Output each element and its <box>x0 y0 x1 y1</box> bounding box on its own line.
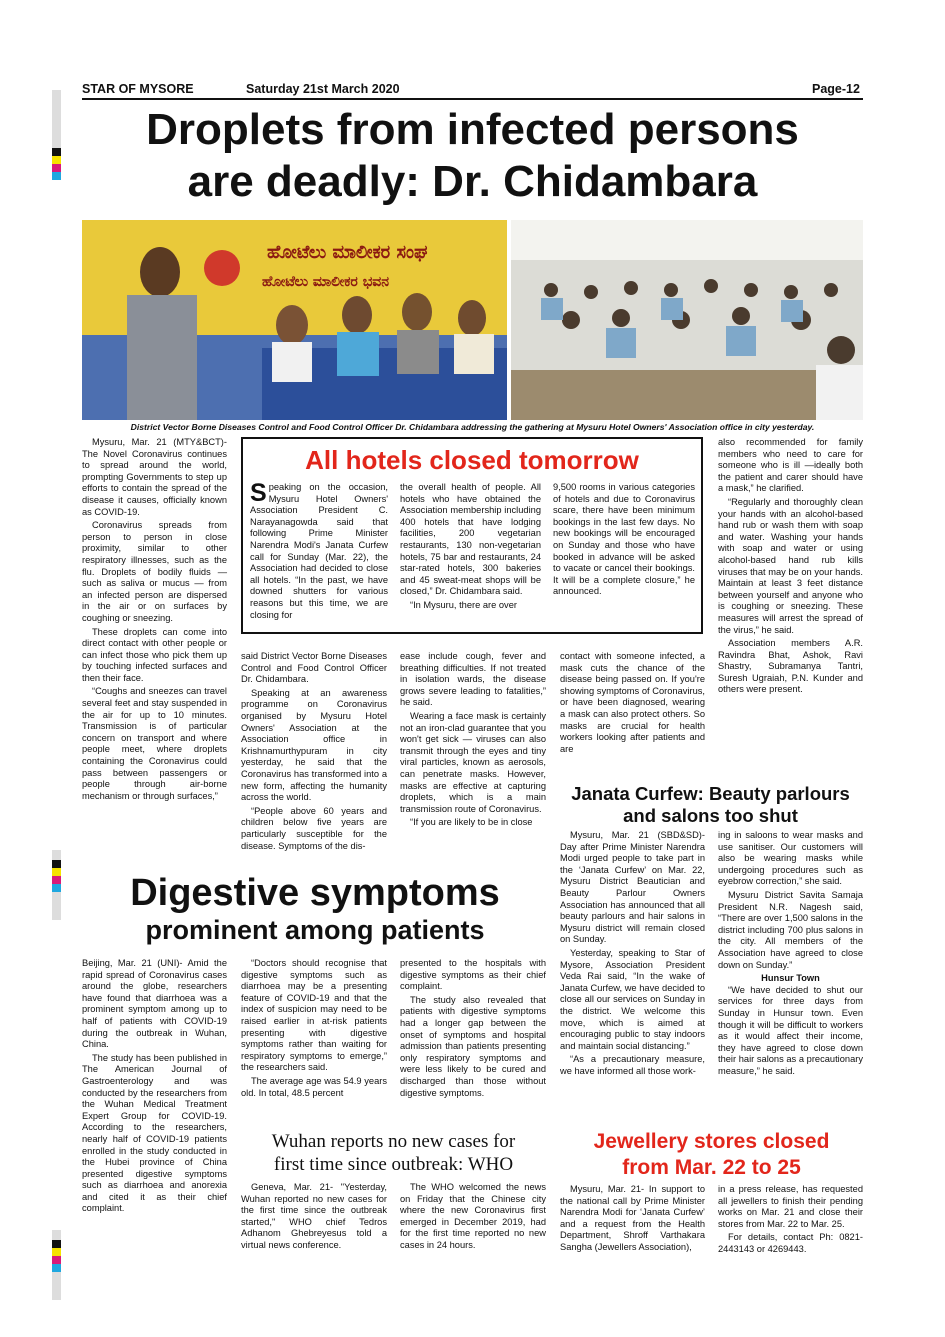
hotels-col3: 9,500 rooms in various categories of hotels and due to Coronavirus scare, there have been minimum bookings in the last few days. No new bookings will be encouraged on Sunday and those who have booked in advance will be asked to vacate or cancel their bookings. It will be a complete closure,” he announced. <box>553 482 695 597</box>
jewellery-col1: Mysuru, Mar. 21- In support to the national call by Prime Minister Narendra Modi for ‘Janata Curfew’ and a request from the Health Department, Shroff Varthakara Sangha (Jewellers Association), <box>560 1184 705 1252</box>
color-marks <box>52 1240 61 1272</box>
photo-caption: District Vector Borne Diseases Control and Food Control Officer Dr. Chidambara addressing the gathering at Mysuru Hotel Owners' Association office in city yesterday. <box>130 422 815 432</box>
main-story-col1: Mysuru, Mar. 21 (MTY&BCT)- The Novel Coronavirus continues to spread around the world, prompting Governments to step up efforts to contain the spread of the disease it causes, officially known as COVID-19. Coronavirus spreads from person to person in close proximity, similar to other respiratory illnesses, such as the flu. Droplets of bodily fluids — such as saliva or mucus — from an infected person are dispersed in the air or on surfaces by coughing or sneezing. These droplets can come into direct contact with other people or can infect those who pick them up by touching infected surfaces and then their face. “Coughs and sneezes can travel several feet and stay suspended in the air for up to 10 minutes. Transmission is of particular concern on transport and where people meet, where droplets containing the Coronavirus could pass between passengers or people through air-borne mechanism or through surfaces,” <box>82 437 227 801</box>
paper-name: STAR OF MYSORE <box>82 82 194 96</box>
color-marks <box>52 148 61 180</box>
digestive-col3: presented to the hospitals with digestive symptoms as their chief complaint. The study also revealed that patients with digestive symptoms had a longer gap between the onset of symptoms and hospital admission than patients presenting only respiratory symptoms and were less likely to be cured and discharged than those without digestive symptoms. <box>400 958 546 1098</box>
wuhan-col2: The WHO welcomed the news on Friday that the Chinese city where the new Coronavirus first emerged in December 2019, had for the first time reported no new cases in 24 hours. <box>400 1182 546 1250</box>
banner-text-1: ಹೋಟೆಲು ಮಾಲೀಕರ ಸಂಘ <box>267 242 428 263</box>
photo-audience <box>511 220 863 420</box>
jewellery-headline: Jewellery stores closed from Mar. 22 to 25 <box>593 1130 830 1179</box>
hotels-headline: All hotels closed tomorrow <box>305 445 639 475</box>
main-story-col2: said District Vector Borne Diseases Control and Food Control Officer Dr. Chidambara. Speaking at an awareness programme on Coronavirus organised by Mysuru Hotel Owners' Association at the Association office in Krishnamurthypuram in city yesterday, he said that the Coronavirus has transformed into a new form, affecting the humanity across the world. “People above 60 years and children below five years are particularly susceptible for the disease. Symptoms of the dis- <box>241 651 387 851</box>
janata-subhead: Hunsur Town <box>761 973 820 984</box>
header-rule <box>82 98 863 100</box>
page-number: Page-12 <box>812 82 860 96</box>
main-story-col3: ease include cough, fever and breathing difficulties. If not treated in isolation wards, the disease grows severe leading to fatalities,” he said. Wearing a face mask is certainly not an iron-clad guarantee that you won't get sick — viruses can also transmit through the eyes and tiny viral particles, known as aerosols, can penetrate masks. However, masks are effective at capturing droplets, which is a main transmission route of Coronavirus. “If you are likely to be in close <box>400 651 546 828</box>
wuhan-headline: Wuhan reports no new cases for first time since outbreak: WHO <box>271 1131 516 1175</box>
digestive-col1: Beijing, Mar. 21 (UNI)- Amid the rapid spread of Coronavirus cases around the globe, researchers have found that diarrhoea was a prominent symptom among up to half of patients with COVID-19 during the outbreak in Wuhan, China. The study has been published in The American Journal of Gastroenterology and was conducted by the researchers from the Wuhan Medical Treatment Expert Group for COVID-19. According to the researchers, nearly half of COVID-19 patients enrolled in the study conducted in the Hubei province of China presented digestive symptoms such as diarrhoea and anorexia and cited it as their chief complaint. <box>82 958 227 1214</box>
digestive-col2: “Doctors should recognise that digestive symptoms such as diarrhoea may be a presenting feature of COVID-19 and that the index of suspicion may need to be raised earlier in at-risk patients presenting with digestive symptoms rather than waiting for respiratory symptoms to emerge,” the researchers said. The average age was 54.9 years old. In total, 48.5 percent <box>241 958 387 1098</box>
dropcap: S <box>250 479 267 507</box>
color-marks <box>52 860 61 892</box>
main-headline: Droplets from infected persons are deadly: Dr. Chidambara <box>146 105 799 206</box>
hotels-col2: the overall health of people. All hotels who have obtained the Association membership including 400 hotels that have lodging facilities, 200 vegetarian restaurants, 130 non-vegetarian hotels, 75 bar and restaurants, 24 star-rated hotels, 300 bakeries and 45 sweat-meat shops will be closed,” Dr. Chidambara said. “In Mysuru, there are over <box>400 482 541 610</box>
wuhan-col1: Geneva, Mar. 21- "Yesterday, Wuhan reported no new cases for the first time since the outbreak started," WHO chief Tedros Adhanom Ghebreyesus told a virtual news conference. <box>241 1182 387 1250</box>
banner-text-2: ಹೋಟೆಲು ಮಾಲೀಕರ ಭವನ <box>262 274 390 290</box>
main-story-col4: contact with someone infected, a mask cuts the chance of the disease being passed on. If you're showing symptoms of Coronavirus, or have been diagnosed, wearing a mask can also protect others. So masks are crucial for health workers looking after patients and are <box>560 651 705 754</box>
janata-col1: Mysuru, Mar. 21 (SBD&SD)- Day after Prime Minister Narendra Modi urged people to take part in the ‘Janata Curfew’ on Mar. 22, Mysuru District Beautician and Beauty Parlour Owners Association has announced that all beauty parlours and hair salons in Mysuru district will remain closed on Sunday. Yesterday, speaking to Star of Mysore, Association President Veda Rai said, “In the wake of Janata Curfew, we have decided to close all our services on Sunday in the district. We welcome this move, which is aimed at encouraging public to stay indoors and maintain social distancing.” “As a precautionary measure, we have informed all those work- <box>560 830 705 1076</box>
hotels-col1: Speaking on the occasion, Mysuru Hotel Owners' Association President C. Narayanagowda said that following Prime Minister Narendra Modi's Janata Curfew call for Sunday (Mar. 22), the Association had decided to close all hotels. “In the past, we have downed shutters for various reasons but this time, we are closing for <box>250 479 388 620</box>
janata-col2: ing in saloons to wear masks and use sanitiser. Our customers will also be wearing masks while undergoing procedures such as eyebrow correction,” she said. Mysuru District Savita Samaja President N.R. Nagesh said, “There are over 1,500 salons in the district including 700 plus salons in the city. All members of the Association have agreed to close down on Sunday.” Hunsur Town “We have decided to shut our services for three days from Sunday in Hunsur town. Even though it will be difficult to workers as it would affect their income, they have agreed to close down their hair salons as a precautionary measure,” he said. <box>718 830 863 1076</box>
main-story-col5: also recommended for family members who need to care for someone who is ill —ideally both the patient and carer should have a mask,” he clarified. “Regularly and thoroughly clean your hands with an alcohol-based hand rub or wash them with soap and water. Washing your hands with soap and water or using alcohol-based hand rub kills viruses that may be on your hands. Maintain at least 3 feet distance between yourself and anyone who is coughing or sneezing. These measures will arrest the spread of the virus,” he said. Association members A.R. Ravindra Bhat, Ashok, Ravi Shastry, Subramanya Tantri, Suresh Ugraiah, P.N. Kunder and others were present. <box>718 437 863 695</box>
issue-date: Saturday 21st March 2020 <box>246 82 400 96</box>
jewellery-col2: in a press release, has requested all jewellers to finish their pending works on Mar. 21 and close their stores from Mar. 22 to Mar. 25. For details, contact Ph: 0821-2443143 or 4269443. <box>718 1184 863 1254</box>
janata-headline: Janata Curfew: Beauty parlours and salons too shut <box>571 783 850 826</box>
digestive-headline: Digestive symptoms prominent among patients <box>130 872 500 945</box>
photo-speaker <box>82 220 507 420</box>
